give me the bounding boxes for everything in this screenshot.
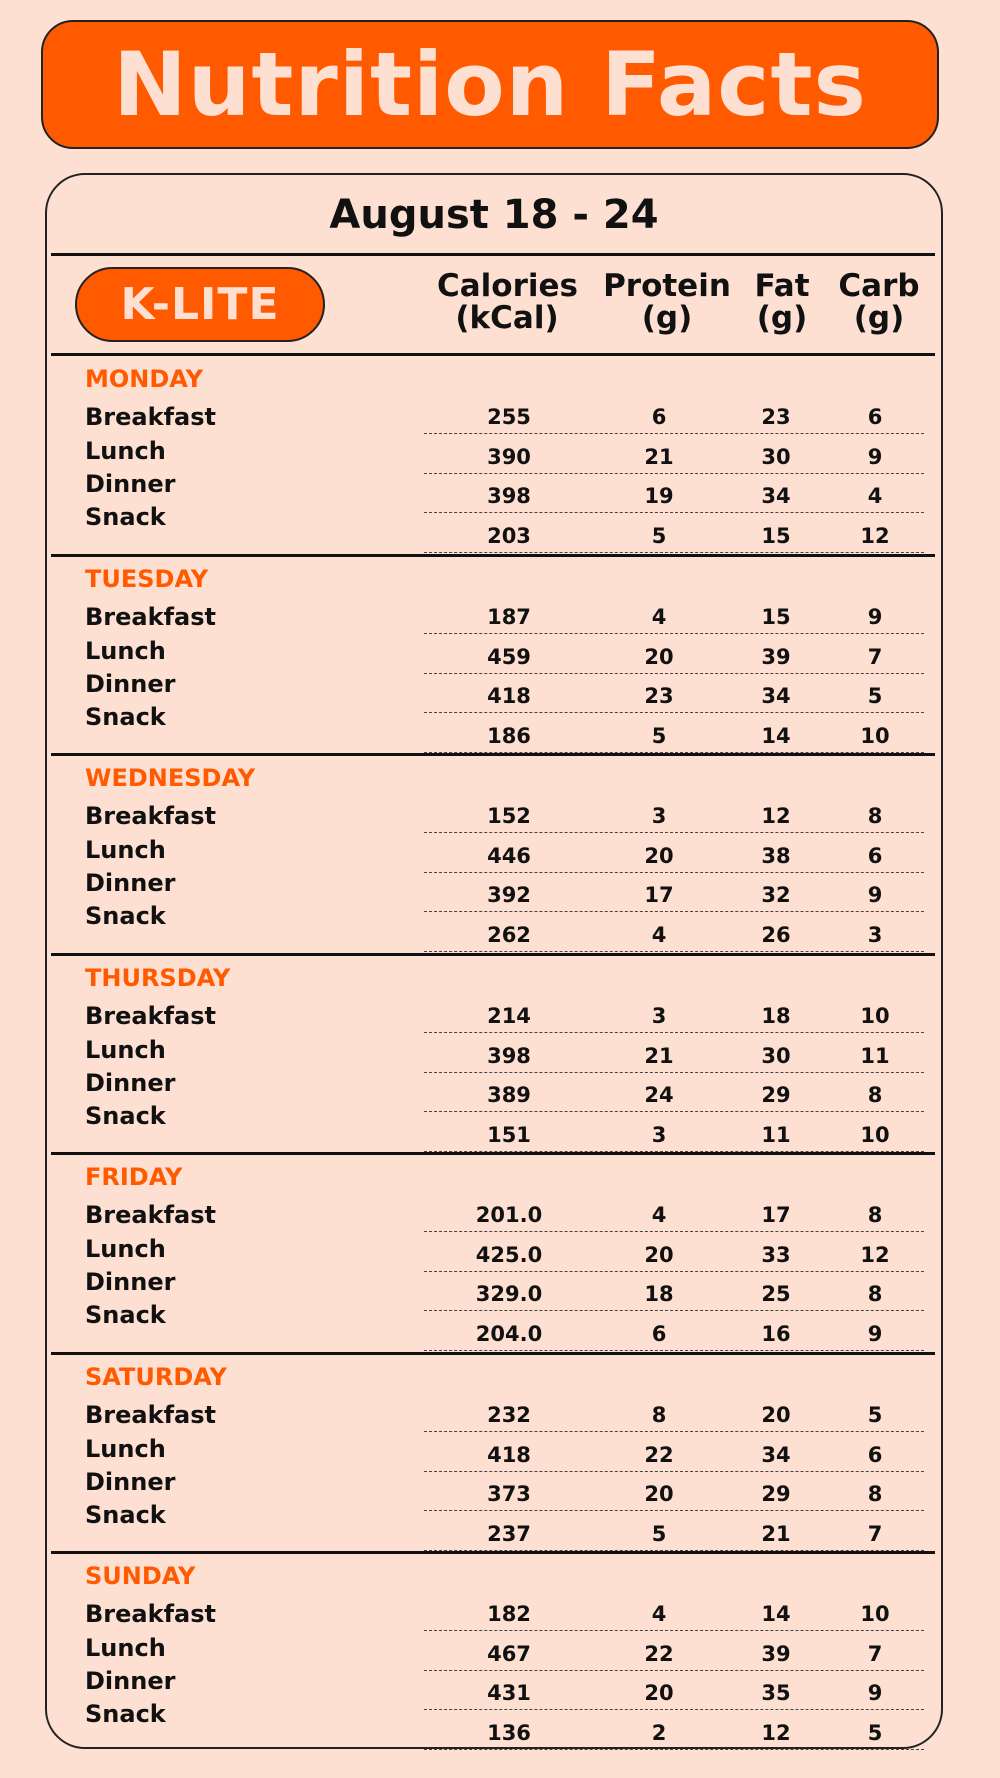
protein-value: 20 bbox=[644, 1243, 674, 1267]
calories-value: 418 bbox=[487, 683, 531, 708]
carb-value: 5 bbox=[867, 1721, 883, 1745]
meal-label: Snack bbox=[85, 702, 166, 731]
meal-label: Breakfast bbox=[85, 1400, 216, 1429]
fat-value: 29 bbox=[761, 1481, 791, 1506]
carb-value: 7 bbox=[867, 1521, 883, 1546]
meal-label: Snack bbox=[85, 1101, 166, 1130]
meal-label: Breakfast bbox=[85, 1201, 216, 1229]
calories-value: 467 bbox=[487, 1642, 531, 1666]
calories-value: 136 bbox=[487, 1721, 531, 1745]
fat-value: 34 bbox=[761, 484, 791, 508]
row-divider bbox=[424, 1510, 924, 1511]
row-divider bbox=[424, 1072, 924, 1073]
day-section-monday bbox=[47, 355, 941, 555]
calories-value: 186 bbox=[487, 723, 531, 748]
day-section-tuesday bbox=[47, 555, 941, 755]
carb-value: 4 bbox=[867, 484, 883, 508]
carb-value: 6 bbox=[867, 844, 883, 868]
calories-value: 431 bbox=[487, 1681, 531, 1705]
protein-value: 20 bbox=[644, 644, 674, 669]
fat-value: 39 bbox=[761, 644, 791, 669]
fat-value: 29 bbox=[761, 1082, 791, 1107]
page-title: Nutrition Facts bbox=[113, 32, 867, 136]
carb-value: 9 bbox=[867, 445, 883, 469]
calories-value: 446 bbox=[487, 844, 531, 868]
calories-value: 390 bbox=[487, 445, 531, 469]
carb-value: 9 bbox=[867, 1681, 883, 1705]
protein-value: 20 bbox=[644, 1681, 674, 1705]
column-header-line: Carb bbox=[838, 268, 920, 304]
column-header-line: Calories bbox=[437, 268, 578, 304]
meal-label: Snack bbox=[85, 1301, 166, 1329]
fat-value: 20 bbox=[761, 1402, 791, 1427]
protein-value: 20 bbox=[644, 844, 674, 868]
protein-value: 17 bbox=[644, 883, 674, 907]
meal-label: Lunch bbox=[85, 1235, 166, 1263]
calories-value: 182 bbox=[487, 1602, 531, 1626]
carb-value: 9 bbox=[867, 883, 883, 907]
meal-label: Dinner bbox=[85, 1068, 176, 1097]
row-divider bbox=[424, 1749, 924, 1750]
carb-value: 7 bbox=[867, 1642, 883, 1666]
protein-value: 22 bbox=[644, 1442, 674, 1467]
column-header-fat bbox=[737, 268, 827, 336]
day-section-saturday bbox=[47, 1353, 941, 1553]
protein-value: 22 bbox=[644, 1642, 674, 1666]
protein-value: 4 bbox=[651, 1203, 667, 1227]
calories-value: 151 bbox=[487, 1122, 531, 1147]
column-header-calories bbox=[437, 268, 578, 336]
brand-badge bbox=[75, 267, 325, 342]
row-divider bbox=[424, 673, 924, 674]
protein-value: 6 bbox=[651, 405, 667, 429]
protein-value: 6 bbox=[651, 1322, 667, 1346]
meal-label: Dinner bbox=[85, 1667, 176, 1695]
protein-value: 21 bbox=[644, 445, 674, 469]
fat-value: 34 bbox=[761, 1442, 791, 1467]
meal-label: Breakfast bbox=[85, 1001, 216, 1030]
carb-value: 6 bbox=[867, 405, 883, 429]
fat-value: 16 bbox=[761, 1322, 791, 1346]
day-section-wednesday bbox=[47, 754, 941, 954]
meal-label: Snack bbox=[85, 1500, 166, 1529]
carb-value: 5 bbox=[867, 1402, 883, 1427]
row-divider bbox=[424, 512, 924, 513]
fat-value: 14 bbox=[761, 1602, 791, 1626]
row-divider bbox=[424, 911, 924, 912]
protein-value: 4 bbox=[651, 1602, 667, 1626]
meal-label: Breakfast bbox=[85, 602, 216, 631]
fat-value: 23 bbox=[761, 405, 791, 429]
row-divider bbox=[424, 832, 924, 833]
protein-value: 5 bbox=[651, 1521, 667, 1546]
protein-value: 5 bbox=[651, 524, 667, 548]
row-divider bbox=[424, 1032, 924, 1033]
meal-label: Lunch bbox=[85, 1634, 166, 1662]
carb-value: 10 bbox=[860, 1602, 890, 1626]
fat-value: 12 bbox=[761, 1721, 791, 1745]
protein-value: 8 bbox=[651, 1402, 667, 1427]
day-label: SUNDAY bbox=[85, 1562, 196, 1590]
column-header-line: Protein bbox=[603, 268, 731, 304]
carb-value: 5 bbox=[867, 683, 883, 708]
carb-value: 8 bbox=[867, 1481, 883, 1506]
meal-label: Dinner bbox=[85, 669, 176, 698]
fat-value: 14 bbox=[761, 723, 791, 748]
row-divider bbox=[424, 1271, 924, 1272]
meal-label: Dinner bbox=[85, 869, 176, 897]
fat-value: 38 bbox=[761, 844, 791, 868]
calories-value: 398 bbox=[487, 484, 531, 508]
calories-value: 373 bbox=[487, 1481, 531, 1506]
meal-label: Lunch bbox=[85, 1434, 166, 1463]
calories-value: 152 bbox=[487, 804, 531, 828]
protein-value: 21 bbox=[644, 1043, 674, 1068]
row-divider bbox=[424, 1231, 924, 1232]
calories-value: 214 bbox=[487, 1003, 531, 1028]
protein-value: 20 bbox=[644, 1481, 674, 1506]
meal-label: Breakfast bbox=[85, 1600, 216, 1628]
carb-value: 10 bbox=[860, 723, 890, 748]
day-section-friday bbox=[47, 1153, 941, 1353]
nutrition-table-card bbox=[45, 173, 943, 1749]
protein-value: 3 bbox=[651, 1122, 667, 1147]
carb-value: 3 bbox=[867, 923, 883, 947]
fat-value: 17 bbox=[761, 1203, 791, 1227]
fat-value: 12 bbox=[761, 804, 791, 828]
row-divider bbox=[424, 712, 924, 713]
meal-label: Lunch bbox=[85, 1035, 166, 1064]
fat-value: 39 bbox=[761, 1642, 791, 1666]
calories-value: 459 bbox=[487, 644, 531, 669]
fat-value: 21 bbox=[761, 1521, 791, 1546]
title-banner bbox=[41, 20, 939, 149]
calories-value: 255 bbox=[487, 405, 531, 429]
fat-value: 32 bbox=[761, 883, 791, 907]
calories-value: 425.0 bbox=[475, 1243, 543, 1267]
meal-label: Lunch bbox=[85, 636, 166, 665]
carb-value: 8 bbox=[867, 1082, 883, 1107]
calories-value: 201.0 bbox=[475, 1203, 543, 1227]
calories-value: 329.0 bbox=[475, 1282, 543, 1306]
protein-value: 19 bbox=[644, 484, 674, 508]
meal-label: Snack bbox=[85, 1700, 166, 1728]
column-header-line: Fat bbox=[754, 268, 810, 304]
header-divider-top bbox=[51, 253, 935, 256]
carb-value: 10 bbox=[860, 1122, 890, 1147]
protein-value: 18 bbox=[644, 1282, 674, 1306]
protein-value: 2 bbox=[651, 1721, 667, 1745]
row-divider bbox=[424, 1111, 924, 1112]
meal-label: Dinner bbox=[85, 1467, 176, 1496]
calories-value: 389 bbox=[487, 1082, 531, 1107]
column-header-carb bbox=[829, 268, 929, 336]
row-divider bbox=[424, 1630, 924, 1631]
column-header-protein bbox=[602, 268, 732, 336]
fat-value: 15 bbox=[761, 604, 791, 629]
carb-value: 11 bbox=[860, 1043, 890, 1068]
calories-value: 398 bbox=[487, 1043, 531, 1068]
carb-value: 8 bbox=[867, 1203, 883, 1227]
row-divider bbox=[424, 633, 924, 634]
column-header-unit: (g) bbox=[641, 299, 693, 336]
carb-value: 9 bbox=[867, 604, 883, 629]
day-label: FRIDAY bbox=[85, 1163, 183, 1191]
protein-value: 4 bbox=[651, 604, 667, 629]
carb-value: 10 bbox=[860, 1003, 890, 1028]
fat-value: 15 bbox=[761, 524, 791, 548]
carb-value: 6 bbox=[867, 1442, 883, 1467]
day-section-sunday bbox=[47, 1552, 941, 1752]
meal-label: Lunch bbox=[85, 836, 166, 864]
row-divider bbox=[424, 872, 924, 873]
meal-label: Dinner bbox=[85, 470, 176, 498]
carb-value: 7 bbox=[867, 644, 883, 669]
fat-value: 26 bbox=[761, 923, 791, 947]
row-divider bbox=[424, 1670, 924, 1671]
protein-value: 3 bbox=[651, 1003, 667, 1028]
row-divider bbox=[424, 473, 924, 474]
fat-value: 30 bbox=[761, 1043, 791, 1068]
meal-label: Snack bbox=[85, 503, 166, 531]
row-divider bbox=[424, 1471, 924, 1472]
protein-value: 24 bbox=[644, 1082, 674, 1107]
day-section-thursday bbox=[47, 954, 941, 1154]
day-label: WEDNESDAY bbox=[85, 764, 256, 792]
fat-value: 33 bbox=[761, 1243, 791, 1267]
column-header-unit: (g) bbox=[756, 299, 808, 336]
protein-value: 23 bbox=[644, 683, 674, 708]
protein-value: 4 bbox=[651, 923, 667, 947]
calories-value: 418 bbox=[487, 1442, 531, 1467]
column-header-unit: (g) bbox=[853, 299, 905, 336]
brand-label: K-LITE bbox=[120, 279, 280, 330]
row-divider bbox=[424, 1431, 924, 1432]
meal-label: Snack bbox=[85, 902, 166, 930]
day-label: SATURDAY bbox=[85, 1362, 227, 1391]
carb-value: 8 bbox=[867, 804, 883, 828]
row-divider bbox=[424, 1709, 924, 1710]
fat-value: 34 bbox=[761, 683, 791, 708]
day-label: THURSDAY bbox=[85, 963, 231, 992]
meal-label: Dinner bbox=[85, 1268, 176, 1296]
protein-value: 3 bbox=[651, 804, 667, 828]
calories-value: 237 bbox=[487, 1521, 531, 1546]
carb-value: 9 bbox=[867, 1322, 883, 1346]
carb-value: 12 bbox=[860, 1243, 890, 1267]
fat-value: 30 bbox=[761, 445, 791, 469]
meal-label: Breakfast bbox=[85, 802, 216, 830]
column-header-unit: (kCal) bbox=[455, 299, 559, 336]
row-divider bbox=[424, 433, 924, 434]
row-divider bbox=[424, 1310, 924, 1311]
meal-label: Breakfast bbox=[85, 403, 216, 431]
calories-value: 262 bbox=[487, 923, 531, 947]
meal-label: Lunch bbox=[85, 437, 166, 465]
day-label: MONDAY bbox=[85, 365, 203, 393]
protein-value: 5 bbox=[651, 723, 667, 748]
fat-value: 25 bbox=[761, 1282, 791, 1306]
week-title: August 18 - 24 bbox=[329, 192, 659, 238]
fat-value: 11 bbox=[761, 1122, 791, 1147]
calories-value: 232 bbox=[487, 1402, 531, 1427]
calories-value: 203 bbox=[487, 524, 531, 548]
calories-value: 204.0 bbox=[475, 1322, 543, 1346]
calories-value: 187 bbox=[487, 604, 531, 629]
calories-value: 392 bbox=[487, 883, 531, 907]
day-label: TUESDAY bbox=[85, 564, 209, 593]
carb-value: 8 bbox=[867, 1282, 883, 1306]
carb-value: 12 bbox=[860, 524, 890, 548]
fat-value: 35 bbox=[761, 1681, 791, 1705]
fat-value: 18 bbox=[761, 1003, 791, 1028]
